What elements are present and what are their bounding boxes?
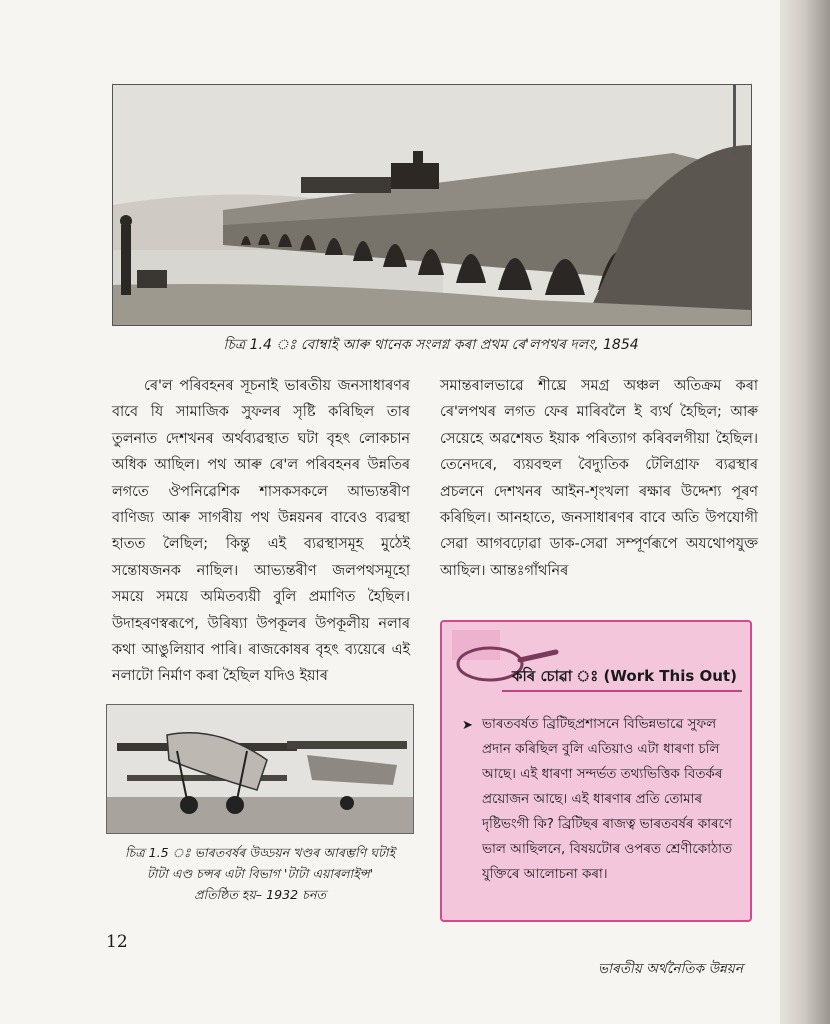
page-edge-shadow <box>772 0 830 1024</box>
aeroplane-photo <box>106 704 414 834</box>
box-title-underline <box>502 690 742 692</box>
box-body-text: ভাৰতবৰ্ষত ব্ৰিটিছপ্ৰশাসনে বিভিন্নভাৱে সুফল প্ৰদান কৰিছিল বুলি এতিয়াও এটা ধাৰণা চলি আছে। এই ধাৰণা সন্দৰ্ভত তথ্যভিত্তিক বিতৰ্কৰ প্ৰয়োজন আছে। এই ধাৰণাৰ প্ৰতি তোমাৰ দৃষ্টিভংগী কি? ব্ৰিটিছৰ ৰাজত্ব ভাৰতবৰ্ষৰ কাৰণে ভাল আছিলনে, বিষয়টোৰ ওপৰত শ্ৰেণীকোঠাত যুক্তিৰে আলোচনা কৰা। <box>482 717 733 882</box>
figure-1-5-caption-line2: টাটা এণ্ড চন্সৰ এটা বিভাগ 'টাটা এয়াৰলাইন্স' <box>146 866 374 881</box>
railway-bridge-photo <box>112 84 752 326</box>
right-paragraph: সমান্তৰালভাৱে শীঘ্ৰে সমগ্ৰ অঞ্চল অতিক্ৰম কৰা ৰে'লপথৰ লগত ফেৰ মাৰিবলৈ ই ব্যৰ্থ হৈছিল; আৰু সেয়েহে অৱশেষত ইয়াক পৰিত্যাগ কৰিবলগীয়া হৈছিল। তেনেদৰে, ব্যয়বহুল বৈদ্যুতিক টেলিগ্ৰাফ ব্যৱস্থাৰ প্ৰচলনে দেশখনৰ আইন-শৃংখলা ৰক্ষাৰ উদ্দেশ্য পূৰণ কৰিছিল। আনহাতে, জনসাধাৰণৰ বাবে অতি উপযোগী সেৱা আগবঢ়োৱা ডাক-সেৱা সম্পূৰ্ণৰূপে অযথোপযুক্ত আছিল। আন্তঃগাঁথনিৰ <box>440 378 758 579</box>
left-text-column <box>112 373 410 690</box>
aeroplane-illustration <box>107 705 413 833</box>
figure-1-5-caption-line1: চিত্ৰ 1.5 ঃ ভাৰতবৰ্ষৰ উড্ডয়ন খণ্ডৰ আৰম্ভণি ঘটাই <box>124 845 396 860</box>
left-paragraph: ৰে'ল পৰিবহনৰ সূচনাই ভাৰতীয় জনসাধাৰণৰ বাবে যি সামাজিক সুফলৰ সৃষ্টি কৰিছিল তাৰ তুলনাত দেশখনৰ অৰ্থব্যৱস্থাত ঘটা বৃহৎ লোকচান অধিক আছিল। পথ আৰু ৰে'ল পৰিবহনৰ উন্নতিৰ লগতে ঔপনিৱেশিক শাসকসকলে আভ্যন্তৰীণ বাণিজ্য আৰু সাগৰীয় পথ উন্নয়নৰ বাবেও ব্যৱস্থা হাতত লৈছিল; কিন্তু এই ব্যৱস্থাসমূহ মুঠেই সন্তোষজনক নাছিল। আভ্যন্তৰীণ জলপথসমূহো সময়ে সময়ে অমিতব্যয়ী বুলি প্ৰমাণিত হৈছিল। উদাহৰণস্বৰূপে, উৰিষ্যা উপকূলৰ উপকূলীয় নলাৰ কথা আঙুলিয়াব পাৰি। ৰাজকোষৰ বৃহৎ ব্যয়েৰে এই নলাটো নিৰ্মাণ কৰা হৈছিল যদিও ইয়াৰ <box>112 378 410 685</box>
running-footer-title: ভাৰতীয় অৰ্থনৈতিক উন্নয়ন <box>598 961 743 977</box>
railway-bridge-illustration <box>113 85 751 325</box>
page-number: 12 <box>106 932 128 952</box>
figure-1-4-caption: চিত্ৰ 1.4 ঃ বোম্বাই আৰু থানেক সংলগ্ন কৰা প্ৰথম ৰে'লপথৰ দলং, 1854 <box>223 337 639 353</box>
arrowhead-bullet-icon: ➤ <box>462 718 473 733</box>
figure-1-5-caption <box>100 842 420 905</box>
box-title: কৰি চোৱা ঃ (Work This Out) <box>512 667 737 685</box>
right-text-column <box>440 373 758 584</box>
work-this-out-box <box>440 620 752 922</box>
figure-1-5-caption-line3: প্ৰতিষ্ঠিত হয়– 1932 চনত <box>194 887 326 902</box>
